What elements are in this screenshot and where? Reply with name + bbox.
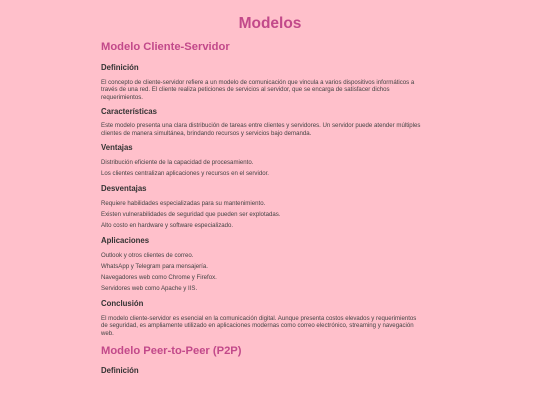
list-advantages xyxy=(101,159,421,178)
subheading-characteristics: Características xyxy=(101,107,157,117)
list-item: Outlook y otros clientes de correo. xyxy=(101,252,194,260)
page-title: Modelos xyxy=(238,15,302,32)
list-item: Los clientes centralizan aplicaciones y recursos en el servidor. xyxy=(101,170,270,178)
list-item: WhatsApp y Telegram para mensajería. xyxy=(101,263,208,271)
paragraph-conclusion: El modelo cliente-servidor es esencial en la comunicación digital. Aunque presenta costos elevados y requerimientos de seguridad, es ampliamente utilizado en aplicaciones modernas como correo electrónico, streaming y navegación web. xyxy=(101,315,417,337)
paragraph-definition: El concepto de cliente-servidor refiere a un modelo de comunicación que vincula a varios dispositivos informáticos a través de una red. El cliente realiza peticiones de servicios al servidor, que se encarga de satisfacer dichos requerimientos. xyxy=(101,79,415,101)
subheading-advantages: Ventajas xyxy=(101,143,133,153)
subheading-conclusion: Conclusión xyxy=(101,299,144,309)
paragraph-characteristics: Este modelo presenta una clara distribución de tareas entre clientes y servidores. Un servidor puede atender múltiples clientes de manera simultánea, brindando recursos y servicios bajo demanda. xyxy=(101,122,421,137)
main-content xyxy=(101,40,421,376)
list-item: Existen vulnerabilidades de seguridad que pueden ser explotadas. xyxy=(101,211,281,219)
list-applications xyxy=(101,252,421,293)
list-item: Alto costo en hardware y software especializado. xyxy=(101,222,234,230)
section-title-client-server: Modelo Cliente-Servidor xyxy=(101,41,230,53)
list-item: Distribución eficiente de la capacidad de procesamiento. xyxy=(101,159,254,167)
list-item: Navegadores web como Chrome y Firefox. xyxy=(101,274,217,282)
list-disadvantages xyxy=(101,200,421,230)
subheading-definition: Definición xyxy=(101,63,139,72)
subheading-applications: Aplicaciones xyxy=(101,236,150,246)
subheading-disadvantages: Desventajas xyxy=(101,184,147,194)
subheading-p2p-definition: Definición xyxy=(101,366,139,376)
list-item: Requiere habilidades especializadas para su mantenimiento. xyxy=(101,200,266,208)
section-title-p2p: Modelo Peer-to-Peer (P2P) xyxy=(101,345,242,358)
list-item: Servidores web como Apache y IIS. xyxy=(101,285,198,293)
